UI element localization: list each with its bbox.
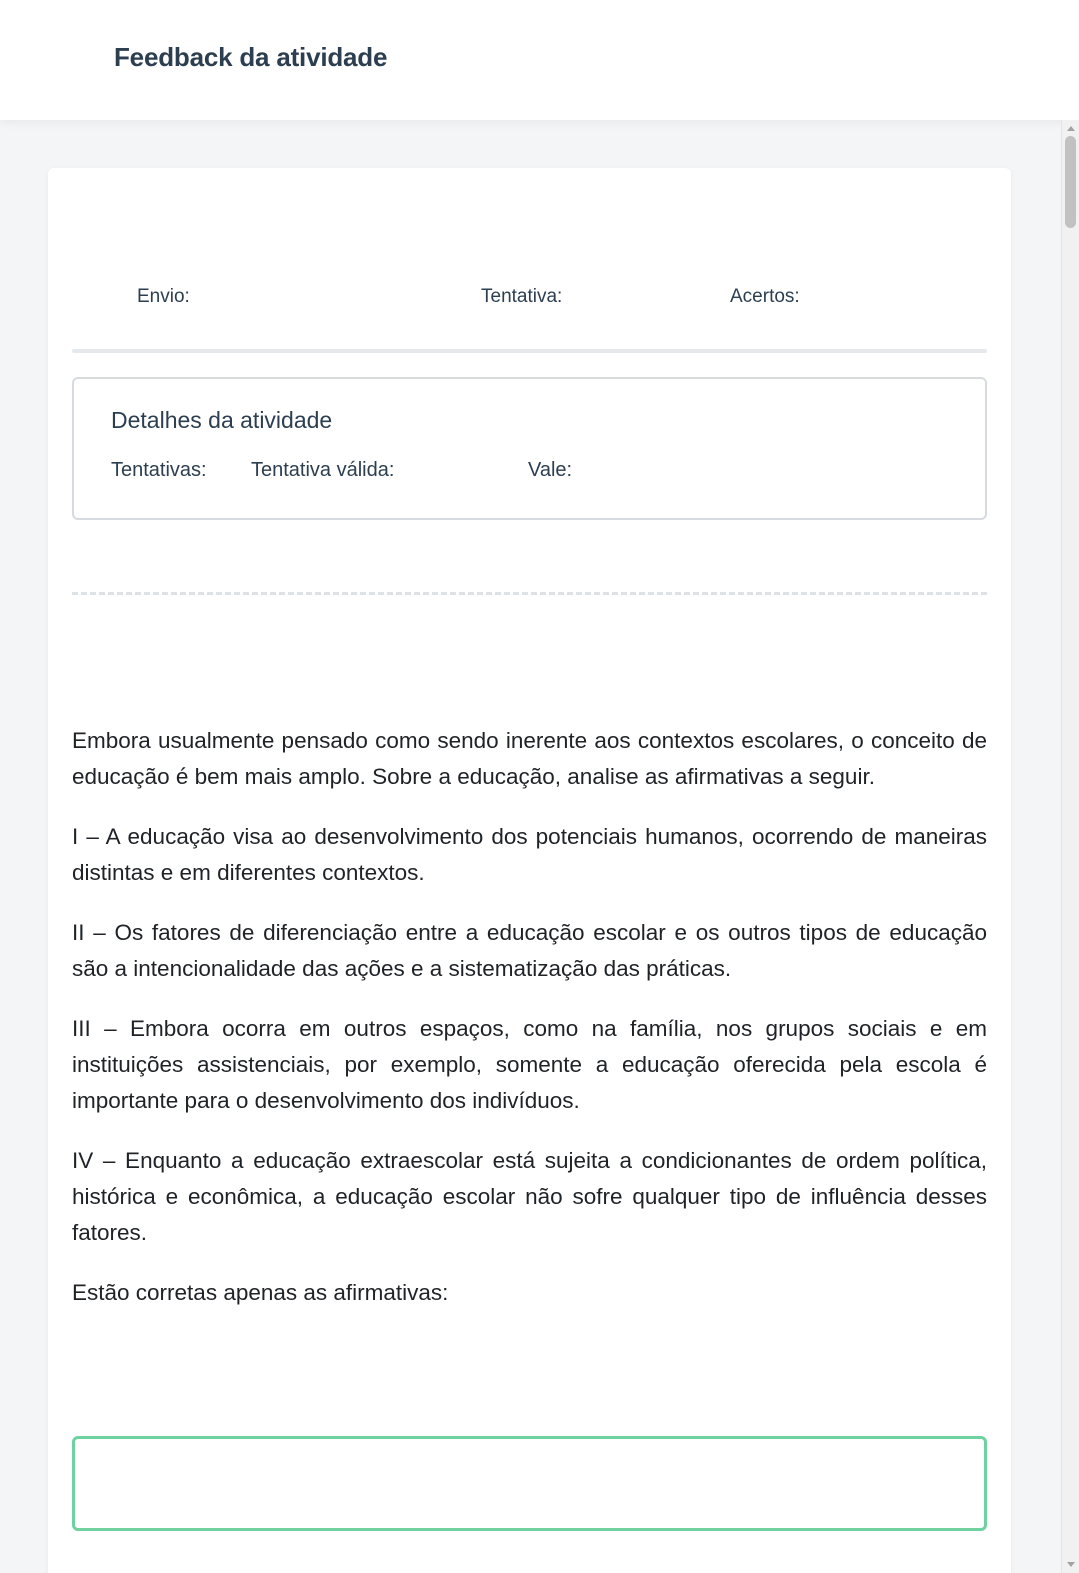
submission-info-row — [48, 286, 1011, 310]
scrollbar-thumb[interactable] — [1065, 136, 1076, 228]
answer-option-box[interactable] — [72, 1436, 987, 1531]
dashed-divider — [72, 592, 987, 595]
feedback-card — [48, 168, 1011, 1573]
vale-label: Vale: — [528, 459, 573, 481]
page-header — [0, 0, 1079, 120]
activity-details-box — [72, 377, 987, 520]
scroll-down-arrow-icon[interactable] — [1067, 1562, 1075, 1567]
page-title: Feedback da atividade — [114, 42, 388, 72]
question-prompt: Estão corretas apenas as afirmativas: — [72, 1280, 449, 1305]
envio-label: Envio: — [137, 286, 190, 307]
tentativa-valida-label: Tentativa válida: — [251, 459, 395, 481]
content-scroll-area[interactable] — [0, 120, 1079, 1573]
tentativa-label: Tentativa: — [481, 286, 563, 307]
tentativas-label: Tentativas: — [111, 459, 207, 481]
question-text — [72, 723, 987, 1335]
statement-i: I – A educação visa ao desenvolvimento dos potenciais humanos, ocorrendo de maneiras distintas e em diferentes contextos. — [72, 824, 987, 885]
statement-iii: III – Embora ocorra em outros espaços, como na família, nos grupos sociais e em instituições assistenciais, por exemplo, somente a educação oferecida pela escola é importante para o desenvolvimento dos indivíduos. — [72, 1016, 987, 1113]
details-title: Detalhes da atividade — [111, 407, 333, 433]
section-divider — [72, 349, 987, 353]
vertical-scrollbar[interactable] — [1061, 120, 1079, 1573]
statement-ii: II – Os fatores de diferenciação entre a educação escolar e os outros tipos de educação são a intencionalidade das ações e a sistematização das práticas. — [72, 920, 987, 981]
acertos-label: Acertos: — [730, 286, 800, 307]
statement-iv: IV – Enquanto a educação extraescolar está sujeita a condicionantes de ordem política, histórica e econômica, a educação escolar não sofre qualquer tipo de influência desses fatores. — [72, 1148, 987, 1245]
scroll-up-arrow-icon[interactable] — [1067, 126, 1075, 131]
question-intro: Embora usualmente pensado como sendo inerente aos contextos escolares, o conceito de educação é bem mais amplo. Sobre a educação, analise as afirmativas a seguir. — [72, 728, 987, 789]
